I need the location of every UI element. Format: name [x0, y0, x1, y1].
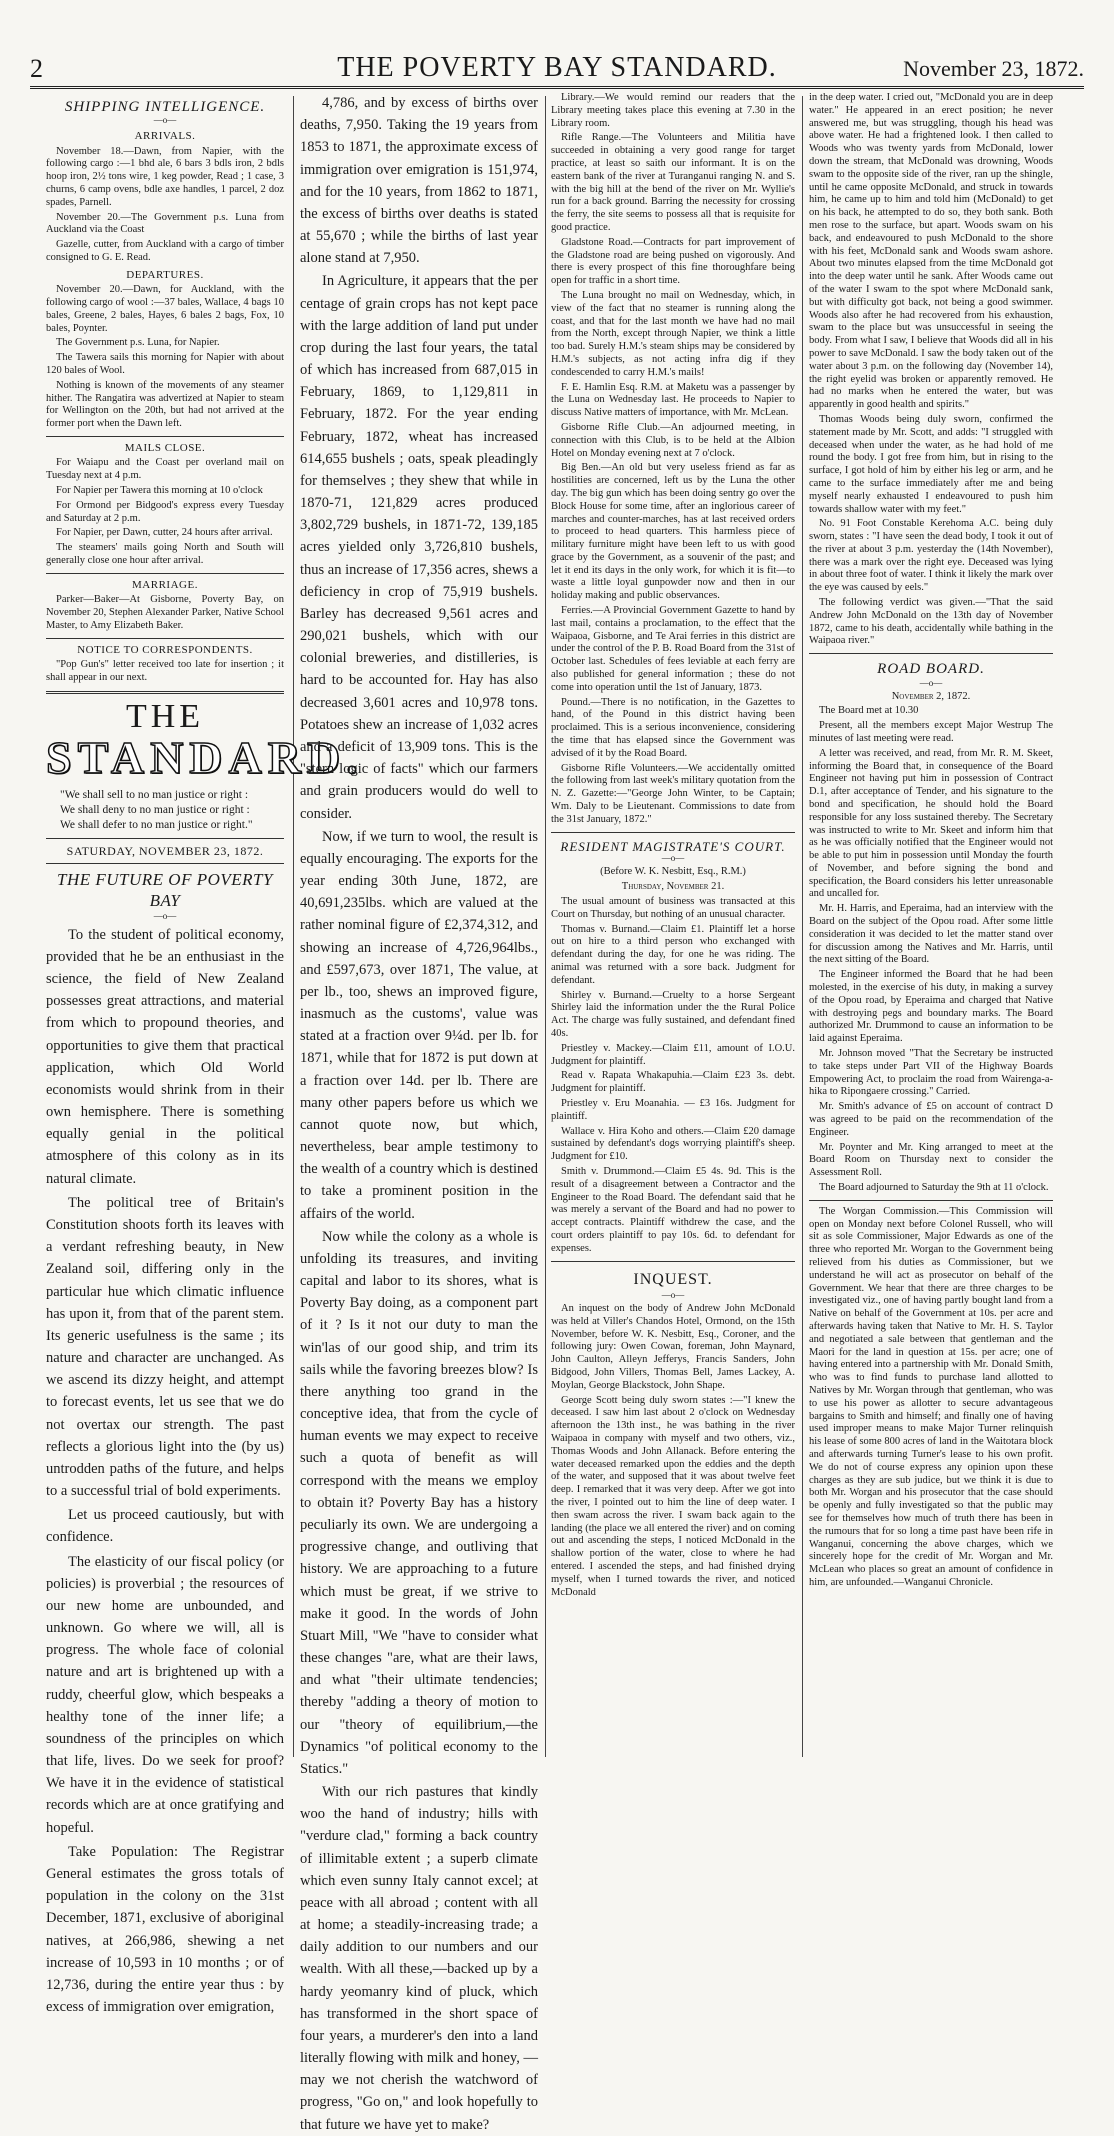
- road-board-item: Mr. Johnson moved "That the Secretary be instructed to take steps under Part VII of the Highway Boards Empowering Act, to proclaim the road from Wairenga-a-hika to Ripongaere crossing." Carried.: [809, 1048, 1053, 1098]
- divider: [46, 863, 284, 864]
- divider: [809, 1200, 1053, 1201]
- road-board-heading: ROAD BOARD.: [877, 661, 985, 678]
- divider: [551, 1261, 795, 1262]
- article-paragraph: 4,786, and by excess of births over deaths, 7,950. Taking the 19 years from 1853 to 1871, the approximate excess of immigration over emigration is 151,974, and for the 10 years, from 1862 to 1871, the excess of births over deaths is stated at 55,670 ; while the births of last year alone stand at 7,950.: [300, 95, 538, 267]
- divider: [46, 638, 284, 639]
- inquest-paragraph: The following verdict was given.—"That the said Andrew John McDonald on the 13th day of November 1872, came to his death, accidentally while bathing in the Waipaoa river.": [809, 597, 1053, 647]
- departure-item: Nothing is known of the movements of any steamer hither. The Rangatira was advertized at Napier to steam for Wellington on the 20th, but had not arrived at the former port when the Dawn left.: [46, 379, 284, 430]
- local-item: Library.—We would remind our readers that the Library meeting takes place this evening at 7.30 in the Library room.: [551, 92, 795, 129]
- departure-item: The Tawera sails this morning for Napier with about 120 bales of Wool.: [46, 352, 284, 377]
- issue-date: November 23, 1872.: [903, 56, 1084, 81]
- court-heading: RESIDENT MAGISTRATE'S COURT.: [560, 838, 786, 854]
- separator: —o—: [153, 910, 177, 921]
- local-item: Rifle Range.—The Volunteers and Militia have succeeded in obtaining a very good range for target practice, at least so saith our informant. It is on the eastern bank of the river at Turanganui ranging N. and S. with the big hill at the bend of the river on Mr. Wyllie's run for a back ground. Barring the necessity for crossing the ferry, the site seems to possess all that is requisite for good practice.: [551, 132, 795, 233]
- inquest-heading: INQUEST.: [633, 1270, 713, 1288]
- inquest-paragraph: No. 91 Foot Constable Kerehoma A.C. being duly sworn, states : "I have seen the dead body, I took it out of the river at about 3 p.m. yesterday the (14th November), there was a mark over the right eye. Deceased was lying in about three foot of water. I think it likely the mark over the eye was caused by eels.": [809, 518, 1053, 594]
- worgan-commission: The Worgan Commission.—This Commission will open on Monday next before Colonel Russell, who will sit as sole Commissioner, Major Edwards as one of the three who reported Mr. Worgan to the Government being relieved from his duties as Commissioner, but we understand he will act as prosecutor on behalf of the Government. We hear that there are three charges to be investigated viz., one of having partly bought land from a Native on behalf of the Government at 10s. per acre and afterwards having taken that Native to Mr. H. S. Taylor and negotiated a sale between that gentleman and the Maori for the land in question at 15s. per acre; one of having entered into a partnership with Mr. Donald Smith, who was to find funds to purchase land allotted to Natives by Mr. Worgan through that gentleman, who was to use his power as allotter to secure advantageous bargains to Smith and himself; and finally one of having used improper means to make Major Turner relinquish his lease of some 800 acres of land in the Waitotara block and afterwards turning Turner's lease to his own profit. We do not of course express any opinion upon these charges as they are sub judice, but we think it is due to both Mr. Worgan and his prosecutor that the case should be openly and fully investigated so that the public may see for themselves how much of truth there has been in the rumours that for so long a time past have been rife in Wanganui, concerning the above charges, which we sincerely hope for the credit of Mr. Worgan and Mr. McLean who places so great an amount of confidence in him, are unfounded.—Wanganui Chronicle.: [809, 1205, 1053, 1588]
- page-number: 2: [30, 54, 43, 83]
- column-1: [46, 92, 364, 2016]
- motto-line: We shall defer to no man justice or right.": [60, 818, 253, 831]
- local-item: Pound.—There is no notification, in the Gazettes to hand, of the Pound in this district having been proclaimed. This is a serious inconvenience, considering the time that has elapsed since the Government was advised of it by the Road Board.: [551, 696, 795, 759]
- marriage-heading: MARRIAGE.: [132, 578, 198, 591]
- mail-item: For Napier, per Dawn, cutter, 24 hours after arrival.: [56, 527, 273, 539]
- court-before: (Before W. K. Nesbitt, Esq., R.M.): [600, 866, 746, 878]
- column-rule: [293, 96, 294, 1757]
- local-item: Gisborne Rifle Club.—An adjourned meeting, in connection with this Club, is to be held at the Albion Hotel on Monday evening next at 7 o'clock.: [551, 421, 795, 459]
- road-board-item: The Engineer informed the Board that he had been molested, in the exercise of his duty, in making a survey of the Opou road, by Eperaima and charged that Native with destroying pegs and boundary marks. The Board authorized Mr. Drummond to cause an information to be laid against Eperaima.: [809, 969, 1053, 1045]
- inquest-paragraph: An inquest on the body of Andrew John McDonald was held at Viller's Chandos Hotel, Ormond, on the 15th November, before W. K. Nesbitt, Esq., Coroner, and the following jury: Owen Cowan, foreman, John Maynard, John Caulton, Alleyn Jefferys, Francis Sanders, John Bidgood, John Villers, Thomas Bell, James Lackey, A. Moylan, George Blackstock, John Shape.: [551, 1303, 795, 1391]
- future-article: [46, 924, 284, 2018]
- departures-heading: DEPARTURES.: [126, 268, 204, 281]
- mail-item: For Waiapu and the Coast per overland mail on Tuesday next at 4 p.m.: [46, 457, 284, 482]
- local-item: Gisborne Rifle Volunteers.—We accidentally omitted the following from last week's military quotation from the N. Z. Gazette:—"George John Winter, to be Captain; Wm. Daly to be Lieutenant. Commissions to date from the 31st January, 1872.": [551, 762, 795, 825]
- local-item: Gladstone Road.—Contracts for part improvement of the Gladstone road are being pushed on vigorously. And there is every prospect of this fine thoroughfare being open for traffic in a short time.: [551, 236, 795, 287]
- court-item: Wallace v. Hira Koho and others.—Claim £20 damage sustained by defendant's dogs worrying plaintiff's sheep. Judgment for £10.: [551, 1125, 795, 1163]
- local-item: The Luna brought no mail on Wednesday, which, in view of the fact that no steamer is running along the coast, and that for the last month we have had no mail from the North, except through Napier, we think a little too bad. Surely H.M.'s steam ships may be considered by H.M.'s subjects, as not acting infra dig if they condescended to carry H.M.'s mails!: [551, 289, 795, 378]
- editorial-dateline: SATURDAY, NOVEMBER 23, 1872.: [66, 843, 264, 858]
- article-paragraph: Let us proceed cautiously, but with confidence.: [46, 1507, 284, 1546]
- marriage-notice: Parker—Baker—At Gisborne, Poverty Bay, on November 20, Stephen Alexander Parker, Native School Master, to Amy Elizabeth Baker.: [46, 594, 284, 631]
- arrival-item: November 18.—Dawn, from Napier, with the following cargo :—1 bhd ale, 6 bars 3 bdls iron, 2 bdls hoop iron, 2½ tons wire, 1 keg powder, Read ; 1 case, 3 churns, 6 camp ovens, bdle axe handles, 1 parcel, 2 doz spades, Parnell.: [46, 145, 284, 208]
- road-board-item: Mr. Poynter and Mr. King arranged to meet at the Board Room on Thursday next to consider the Assessment Roll.: [809, 1141, 1053, 1179]
- divider: [46, 573, 284, 574]
- court-item: Thomas v. Burnand.—Claim £1. Plaintiff let a horse out on hire to a third person who exchanged with defendant during the day, for one he was riding. The animal was returned with a sore back. Judgment for defendant.: [551, 923, 795, 986]
- court-item: Priestley v. Eru Moanahia. — £3 16s. Judgment for plaintiff.: [551, 1098, 795, 1122]
- divider: [46, 691, 284, 694]
- local-item: Ferries.—A Provincial Government Gazette to hand by last mail, contains a proclamation, to the effect that the Waipaoa, Gisborne, and Te Arai ferries in this district are under the control of the P. B. Road Board from the 31st of October last. Schedules of fees leviable at each ferry are also published for general information ; these do not come into operation until the 1st of January, 1873.: [551, 605, 795, 693]
- notice-text: "Pop Gun's" letter received too late for insertion ; it shall appear in our next.: [46, 659, 284, 683]
- inquest-paragraph: in the deep water. I cried out, "McDonald you are in deep water." He appeared in an erect position; he never answered me, but was struggling, though his head was above water. He had a frightened look. I then called to Woods who was twenty yards from McDonald, lower down the stream, that McDonald was drowning, Woods swam to the opposite side of the river, ran up the shingle, until he came opposite McDonald, and struck in towards him, he came up to him and told him (McDonald) to get on his back, he attempted to do so, they both sank. Both men rose to the surface, but apart. Woods swam on his back, and endeavoured to push McDonald to the shore with his feet, McDonald sank and Woods swam ashore. About two minutes elapsed from the time McDonald got into the deep water until he sank. After Woods came out of the water I swam to the spot where McDonald sank, but with difficulty got back, not being a good swimmer. Woods also after he had recovered from his exhaustion, swam to the place but was unsuccessful in seeing the body. From what I saw, I believe that Woods did all in his power to save McDonald. I saw the body taken out of the water about 3 p.m. on the following day (November 14), the right eyelid was broken or apparently removed. He had no marks when he entered the water, but was apparently in good health and spirits.": [809, 92, 1053, 411]
- departure-item: The Government p.s. Luna, for Napier.: [56, 337, 220, 349]
- court-item: Read v. Rapata Whakapuhia.—Claim £23 3s. debt. Judgment for plaintiff.: [551, 1070, 795, 1095]
- separator: —o—: [661, 1290, 685, 1301]
- road-board-item: Mr. H. Harris, and Eperaima, had an interview with the Board on the subject of the Opou road. After some little consideration it was decided to let the matter stand over for discussion among the Natives and Mr. Harris, until the next sitting of the Board.: [809, 903, 1053, 966]
- inquest-paragraph: George Scott being duly sworn states :—"I knew the deceased. I saw him last about 2 o'clock on Wednesday afternoon the 13th inst., he was bathing in the river Waipaoa in company with myself and two others, viz., Thomas Woods and John Allanack. Before entering the water deceased remarked upon the eddies and the depth of the water, and supposed that it was about twelve feet deep. I remarked that it was very deep. After we got into the river, I pointed out to him the line of deep water. I then swam across the river. I swam back again to the landing (the place we all entered the river) and on coming out and ascending the steps, I noticed McDonald in the shallow portion of the water, close to where he had entered. I ascended the steps, and had finished drying myself, when I turned towards the river, and noticed McDonald: [551, 1394, 795, 1598]
- column-rule: [802, 96, 803, 1757]
- arrivals-heading: ARRIVALS.: [134, 130, 196, 143]
- arrival-item: Gazelle, cutter, from Auckland with a cargo of timber consigned to G. E. Read.: [46, 239, 284, 264]
- divider: [46, 838, 284, 839]
- separator: —o—: [919, 677, 943, 688]
- column-4: [809, 92, 1053, 1781]
- masthead: [30, 46, 1084, 89]
- mail-item: For Ormond per Bidgood's express every Tuesday and Saturday at 2 p.m.: [46, 499, 284, 524]
- mails-heading: MAILS CLOSE.: [124, 442, 206, 455]
- column-rule: [545, 96, 546, 1757]
- article-paragraph: In Agriculture, it appears that the per centage of grain crops has not kept pace with the large addition of land put under crop during the last four years, the tatal of which has increased from 687,015 in February, 1869, to 1,129,811 in February, 1872. For the year ending February, 1872, wheat has increased 614,655 bushels ; oats, speak pleadingly for themselves ; they shew that while in 1870-71, 121,829 acres produced 3,802,729 bushels, in 1871-72, 139,185 acres yielded only 3,726,810 bushels, thus an increase of 17,356 acres, shews a deficiency in crop of 75,919 bushels. Barley has decreased 9,561 acres and 290,021 bushels, which with our colonial breweries, and distilleries, is hard to be accounted for. Hay has also decreased 3,601 acres and 10,978 tons. Potatoes shew an increase of 1,032 acres and a deficit of 13,909 tons. This is the "stern logic of facts" which our farmers and grain producers would do well to consider.: [300, 273, 538, 822]
- article-paragraph: The elasticity of our fiscal policy (or policies) is proverbial ; the resources of our new home are unbounded, and unknown. Go where we will, all is progress. The whole face of colonial nature and art is brightened up with a ruddy, cheerful glow, which bespeaks a healthy tone of the inner life; a soundness of the principles on which that life, lives. Do we seek for proof? We have it in the evidence of statistical records which are at once gratifying and hopeful.: [46, 1553, 284, 1836]
- masthead-standard: STANDARD.: [46, 731, 364, 783]
- court-item: Shirley v. Burnand.—Cruelty to a horse Sergeant Shirley laid the information under the the Rural Police Act. The charge was fully sustained, and defendant fined 40s.: [551, 989, 795, 1040]
- road-board-item: A letter was received, and read, from Mr. R. M. Skeet, informing the Board that, in consequence of the Board Engineer not having put him in possession of Contract D.1, after acceptance of Tender, and his signature to the bond and specification, he should hold the Board responsible for any loss sustained thereby. The Secretary was instructed to write to Mr. Skeet and inform him that as he was officially notified that the Engineer would not be able to put him in possession until Monday the fourth of November, and before signing the bond and specification, the Board considers his letter unreasonable and uncalled for.: [809, 747, 1053, 900]
- mail-item: The steamers' mails going North and South will generally close one hour after arrival.: [46, 542, 284, 566]
- road-board-date: November 2, 1872.: [891, 690, 971, 702]
- local-item: F. E. Hamlin Esq. R.M. at Maketu was a passenger by the Luna on Wednesday last. He proceeds to Napier to discuss Native matters of importance, with Mr. McLean.: [551, 381, 795, 419]
- motto: [60, 788, 284, 833]
- inquest-paragraph: Thomas Woods being duly sworn, confirmed the statement made by Mr. Scott, and adds: "I struggled with deceased when under the water, as he had hold of me round the body. I got free from him, but in rising to the surface, I got hold of him by either his leg or arm, and he came to the surface immediately after me and being myself nearly exhausted I endeavoured to push him towards shallow water with my feet.": [809, 413, 1053, 515]
- article-paragraph: With our rich pastures that kindly woo the hand of industry; hills with "verdure clad," forming a back country of illimitable extent ; a superb climate which even sunny Italy cannot excel; at peace with all abroad ; content with all at home; a steadily-increasing trade; a daily addition to our numbers and our wealth. With all these,—backed up by a hardy yeomanry kind of pluck, which has transformed in the short space of four years, a murderer's den into a land literally flowing with milk and honey, —may we not cherish the watchword of progress, "Go on," and look hopefully to that future we have yet to make?: [300, 1784, 538, 2133]
- road-board-item: Present, all the members except Major Westrup The minutes of last meeting were read.: [809, 720, 1053, 744]
- divider: [46, 436, 284, 437]
- motto-line: "We shall sell to no man justice or right :: [60, 788, 249, 801]
- mail-item: For Napier per Tawera this morning at 10 o'clock: [56, 485, 263, 497]
- notice-heading: NOTICE TO CORRESPONDENTS.: [77, 643, 253, 656]
- separator: —o—: [153, 115, 177, 126]
- shipping-heading: SHIPPING INTELLIGENCE.: [64, 99, 266, 115]
- future-heading: THE FUTURE OF POVERTY BAY: [57, 870, 273, 911]
- arrival-item: November 20.—The Government p.s. Luna from Auckland via the Coast: [46, 211, 284, 236]
- separator: —o—: [661, 853, 685, 864]
- article-paragraph: Now, if we turn to wool, the result is equally encouraging. The exports for the year ending 30th June, 1872, are 40,691,235lbs. which are valued at the rather nominal figure of £2,374,312, and showing an increase of 4,726,964lbs., and £597,673, over 1871, The value, at per lb., too, shews an improved figure, inasmuch as the customs', value was stated at a fraction over 9¼d. per lb. for 1871, while that for 1872 is put down at a fraction over 14d. per lb. There are many other papers before us which we cannot quote now, but which, nevertheless, bear ample testimony to the wealth of a country which is destined to take a prominent position in the affairs of the world.: [300, 828, 538, 1222]
- court-item: Smith v. Drummond.—Claim £5 4s. 9d. This is the result of a disagreement between a Contractor and the Engineer to the Road Board. The defendant said that he was merely a servant of the Board and had no power to accept contracts. Plaintiff withdrew the case, and the court orders plaintiff to pay 10s. 6d. to defendant for expenses.: [551, 1165, 795, 1254]
- divider: [551, 832, 795, 833]
- divider: [809, 653, 1053, 654]
- court-day: Thursday, November 21.: [621, 881, 725, 893]
- editorial-masthead: [46, 697, 364, 783]
- motto-line: We shall deny to no man justice or right :: [60, 803, 250, 816]
- court-item: Priestley v. Mackey.—Claim £11, amount of I.O.U. Judgment for plaintiff.: [551, 1042, 795, 1067]
- masthead-the: THE: [125, 697, 205, 735]
- road-board-item: The Board adjourned to Saturday the 9th at 11 o'clock.: [819, 1182, 1049, 1194]
- departure-item: November 20.—Dawn, for Auckland, with the following cargo of wool :—37 bales, Wallace, 4 bags 10 bales, Greene, 2 bales, Hayes, 6 bales 2 bags, Fox, 10 bales, Poynter.: [46, 284, 284, 334]
- road-board-item: Mr. Smith's advance of £5 on account of contract D was agreed to be paid on the recommendation of the Engineer.: [809, 1101, 1053, 1138]
- newspaper-title: THE POVERTY BAY STANDARD.: [337, 52, 777, 83]
- local-item: Big Ben.—An old but very useless friend as far as hostilities are concerned, left us by the Luna the other day. The big gun which has been doing sentry go over the Block House for some time, after an inglorious career of marches and counter-marches, has at last received orders to proceed to head quarters. This harmless piece of military furniture might have been left to us with good grace by the Government, as a souvenir of the past; and let it end its days in the only work, for which it is fit—to waste a little loyal gunpowder now and then in our holiday making and public observances.: [551, 462, 795, 602]
- road-board-item: The Board met at 10.30: [819, 705, 919, 717]
- article-paragraph: To the student of political economy, provided that he be an enthusiast in the science, the field of New Zealand possesses great attractions, and material from which to propound theories, and opportunities to give them that practical application, which Old World economists would shrink from in their own hemisphere. There is something equally genial in the political atmosphere of this colony as in its natural climate.: [46, 926, 284, 1187]
- column-2: [300, 92, 538, 2133]
- article-paragraph: Now while the colony as a whole is unfolding its treasures, and inviting capital and labor to its shores, what is Poverty Bay doing, as a component part of it ? Is it not our duty to man the win'las of our good ship, and trim its sails while the favoring breezes blow? Is there anything too grand in the conceptive idea, that from the cycle of human events we may expect to receive such a quota of benefit as will correspond with the means we employ to obtain it? Poverty Bay has a history peculiarly its own. We are undergoing a progressive change, and outliving that history. We are approaching to a future which must be great, if we strive to make it good. In the words of John Stuart Mill, "We "have to consider what these changes "are, what are their laws, and what "their ultimate tendencies; thereby "adding a theory of motion to our "theory of equilibrium,—the Dynamics "of political economy to the Statics.": [300, 1228, 538, 1777]
- column-3: [551, 92, 795, 1781]
- article-paragraph: Take Population: The Registrar General estimates the gross totals of population in the colony on the 31st December, 1871, exclusive of aboriginal natives, at 266,986, shewing a net increase of 10,593 in 10 months ; or of 12,736, during the entire year thus : by excess of immigration over emigration,: [46, 1843, 284, 2016]
- article-paragraph: The political tree of Britain's Constitution shoots forth its leaves with a verdant refreshing beauty, in New Zealand soil, differing only in the particular hue which climatic influence has upon it, from that of the parent stem. Its generic usefulness is the same ; its nature and character are unchanged. As we ascend its dizzy height, and attempt to forecast events, let us see that we do not overtax our strength. The past reflects a glorious light into the (by us) untrodden paths of the future, and helps to a successful trial of bold experiments.: [46, 1194, 284, 1500]
- court-item: The usual amount of business was transacted at this Court on Thursday, but nothing of an unusual character.: [551, 896, 795, 920]
